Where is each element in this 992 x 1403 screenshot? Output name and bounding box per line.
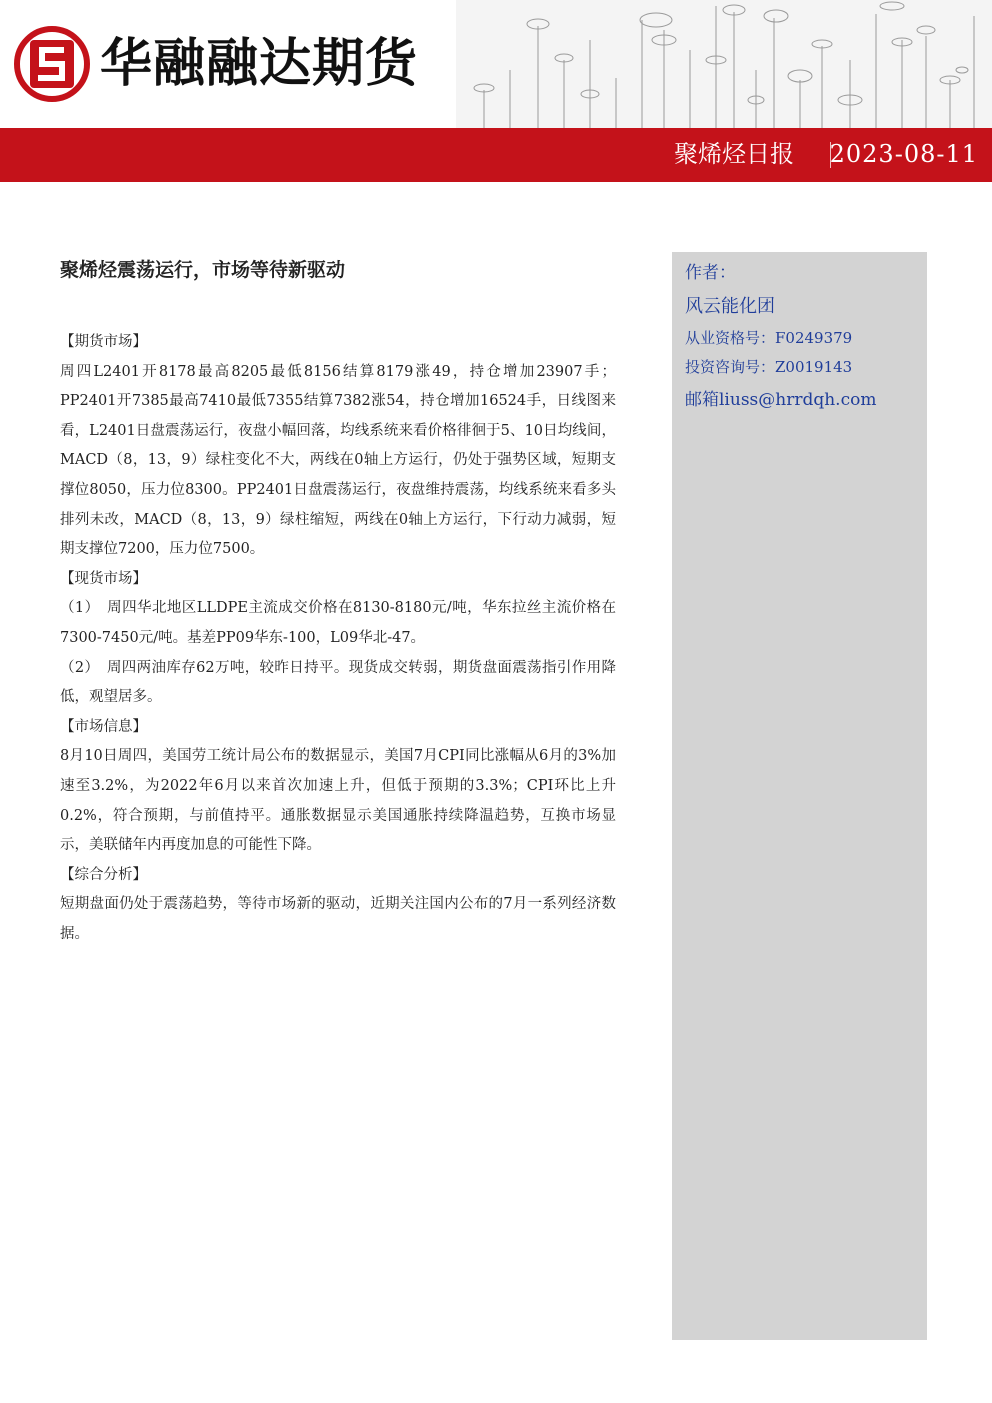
- info-paragraph: [60, 742, 616, 860]
- author-team: 风云能化团: [685, 296, 775, 317]
- section-title-analysis: 【综合分析】: [60, 866, 147, 883]
- spot-item-1: （1） 周四华北地区LLDPE主流成交价格在8130-8180元/吨，华东拉丝主流价格在7300-7450元/吨。基差PP09华东-100，L09华北-47。: [60, 600, 616, 646]
- info-text-main: 8月10日周四，美国劳工统计局公布的数据显示，美国7月CPI同比涨幅从6月的3%加速至3.2%，为2022年6月以来首次加速上升，但低于预期的3.3%；CPI环比上升0.2%，符合预期，与前值持平。通胀数据显示美国通胀持续降温趋势，: [60, 748, 616, 824]
- report-type: 聚烯烃日报: [674, 140, 794, 168]
- author-label: 作者：: [685, 263, 736, 283]
- author-email[interactable]: 邮箱liuss@hrrdqh.com: [685, 390, 877, 410]
- decorative-lines-graphic: [456, 0, 992, 128]
- section-title-info: 【市场信息】: [60, 718, 147, 735]
- spot-item-2: （2） 周四两油库存62万吨，较昨日持平。现货成交转弱，期货盘面震荡指引作用降低，观望居多。: [60, 659, 616, 706]
- main-content: [60, 256, 616, 949]
- report-date: 2023-08-11: [829, 140, 978, 168]
- page-header: [0, 0, 992, 128]
- company-name: 华融融达期货: [100, 34, 419, 94]
- qualification-number: 从业资格号：F0249379: [685, 329, 853, 347]
- section-title-futures: 【期货市场】: [60, 334, 147, 350]
- info-text-highlight: 互换市场显示，美联储年内再度加息的可能性下降。: [60, 807, 616, 854]
- analysis-paragraph: 短期盘面仍处于震荡趋势，等待市场新的驱动，近期关注国内公布的7月一系列经济数据。: [60, 896, 616, 942]
- report-headline: 聚烯烃震荡运行，市场等待新驱动: [60, 259, 346, 281]
- section-title-spot: 【现货市场】: [60, 570, 147, 587]
- company-logo-icon: [14, 26, 90, 102]
- consulting-number: 投资咨询号：Z0019143: [685, 358, 853, 376]
- author-sidebar: [672, 252, 927, 1340]
- futures-paragraph: 周四L2401开8178最高8205最低8156结算8179涨49，持仓增加23907手；PP2401开7385最高7410最低7355结算7382涨54，持仓增加16524手，日线图来看，L2401日盘震荡运行，夜盘小幅回落，均线系统来看价格徘徊于5、10日均线间，MACD（8，13，9）绿柱变化不大，两线在0轴上方运行，仍处于强势区域，短期支撑位8050，压力位8300。PP2401日盘震荡运行，夜盘维持震荡，均线系统来看多头排列未改，MACD（8，13，9）绿柱缩短，两线在0轴上方运行，下行动力减弱，短期支撑位7200，压力位7500。: [60, 363, 616, 558]
